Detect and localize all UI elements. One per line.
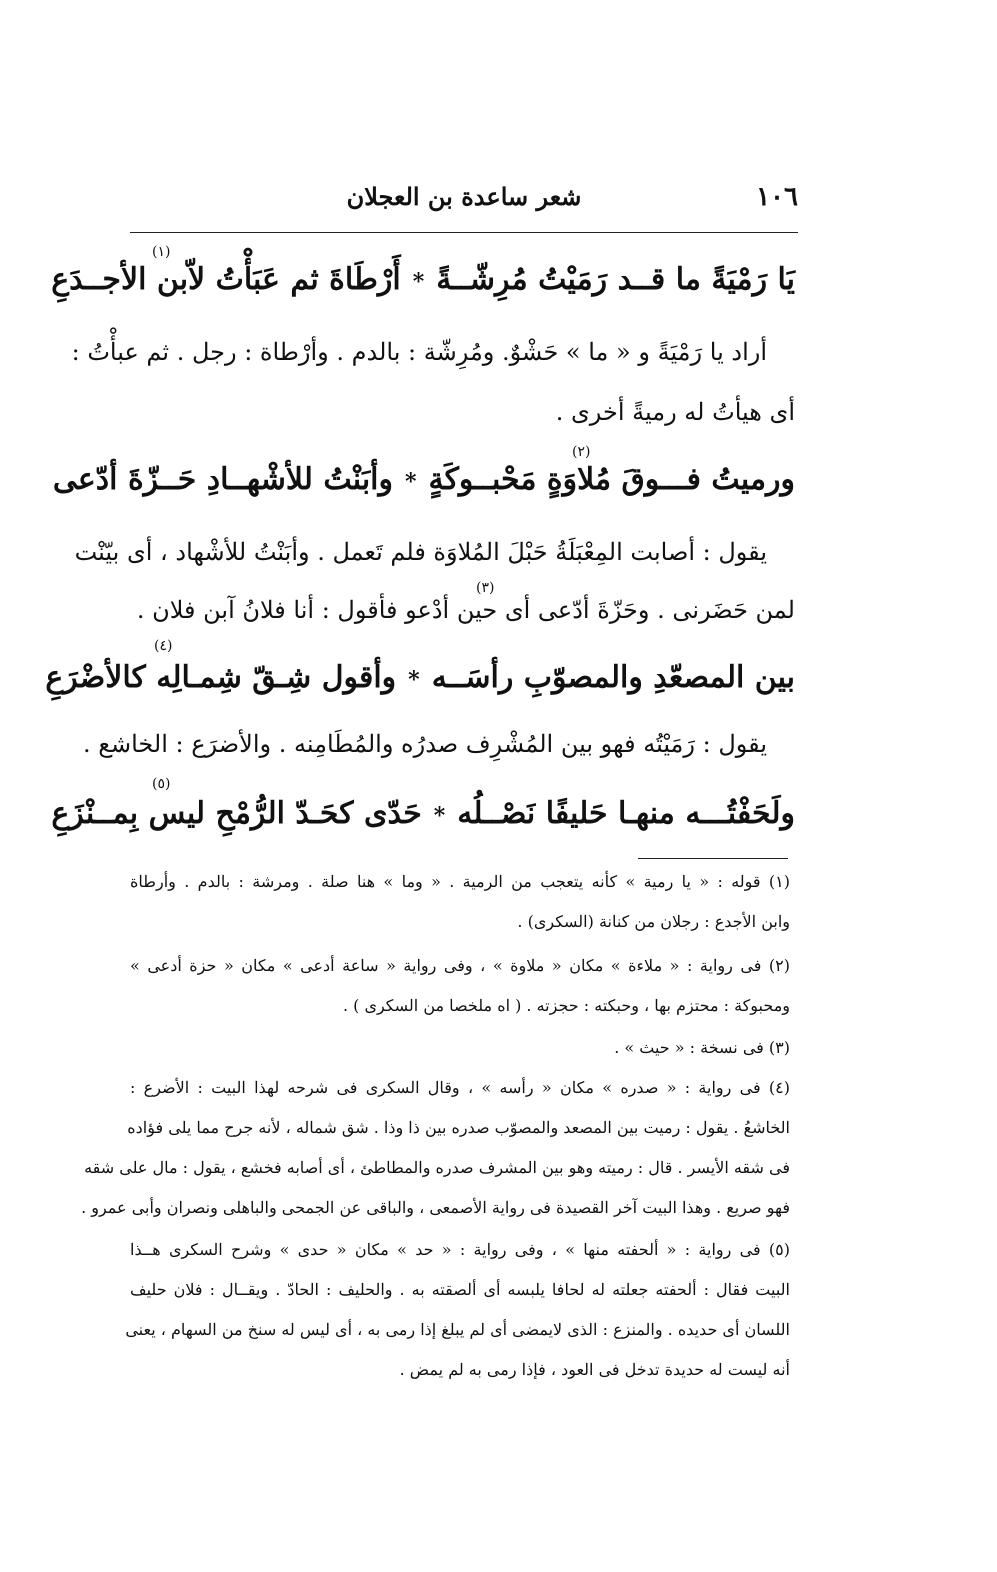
verse1-separator: * [412,269,425,295]
footnote-line: (١) قوله : « يا رمية » كأنه يتعجب من الرمية . « وما » هنا صلة . ومرشة : بالدم . وأرطاة [130,872,790,891]
verse2 [52,462,795,512]
verse1-note-marker: (١) [152,244,171,260]
verse4-hemistich-right: ولَحَفْتُـــه منهـا حَليفًا نَصْــلُه [457,796,795,831]
comment2-line1: يقول : أصابت المِعْبَلَةُ حَبْلَ المُلاوَة فلم تَعمل . وأبَنْتُ للأشْهاد ، أى بيّنْت [74,538,767,566]
verse2-note-marker: (٢) [572,444,591,460]
verse1-hemistich-left: أَرْطَاةَ ثم عَبَأْتُ لاّبن الأجــدَعِ [51,262,401,297]
footnote-line: الخاشعُ . يقول : رميت بين المصعد والمصوّب صدره بين ذا وذا . شق شماله ، لأنه جرح مما يلى فؤاده [127,1118,790,1137]
verse4-hemistich-left: حَدّى كحَـدّ الرُّمْحِ ليس بِمــنْزَعِ [51,796,422,831]
verse2-hemistich-right: ورميتُ فـــوقَ مُلاوَةٍ مَحْبــوكَةٍ [428,462,795,497]
page-header [130,176,798,232]
footnote-line: فهو صريع . وهذا البيت آخر القصيدة فى رواية الأصمعى ، والباقى عن الجمحى والباهلى ونصران وأبى عمرو . [81,1198,790,1217]
page-number: ١٠٦ [756,182,798,212]
verse3-separator: * [408,667,420,693]
verse2-hemistich-left: وأبَنْتُ للأشْهــادِ حَــزّةَ أدّعى [52,462,393,497]
running-title: شعر ساعدة بن العجلان [346,182,582,211]
comment3-line1: يقول : رَمَيْتُه فهو بين المُشْرِف صدرُه والمُطَامِنه . والأضرَع : الخاشع . [82,730,767,758]
verse1 [51,262,795,312]
footnote-line: فى شقه الأيسر . قال : رميته وهو بين المشرف صدره والمطاطئ ، أى أصابه فخشع ، يقول : مال على شقه [84,1158,790,1177]
footnote-line: اللسان أى حديده . والمنزع : الذى لايمضى أى لم يبلغ إذا رمى به ، أى ليس له سنخ من السهام ، يعنى [125,1320,790,1339]
verse4-separator: * [433,803,446,829]
verse3 [45,660,795,710]
footnote-line: أنه ليست له حديدة تدخل فى العود ، فإذا رمى به لم يمض . [399,1360,790,1379]
verse3-note-marker: (٤) [154,638,173,654]
footnote-line: ومحبوكة : محتزم بها ، وحبكته : حجزته . ( اه ملخصا من السكرى ) . [342,996,790,1015]
verse1-hemistich-right: يَا رَمْيَةً ما قــد رَمَيْتُ مُرِشّــةً [436,262,795,297]
footnote-line: (٣) فى نسخة : « حيث » . [614,1038,790,1057]
footnote-line: (٤) فى رواية : « صدره » مكان « رأسه » ، وقال السكرى فى شرحه لهذا البيت : الأضرع : [130,1078,790,1097]
footnote-rule [638,858,788,859]
verse4 [51,796,795,846]
footnote-line: (٥) فى رواية : « ألحفته منها » ، وفى رواية : « حد » مكان « حدى » وشرح السكرى هــذا [130,1240,790,1259]
comment1-line1: أراد يا رَمْيَةً و « ما » حَشْوٌ. ومُرِشّة : بالدم . وأرْطاة : رجل . ثم عبأْتُ : [71,338,767,366]
footnote-line: وابن الأجدع : رجلان من كنانة (السكرى) . [517,912,790,931]
verse4-note-marker: (٥) [152,776,171,792]
verse3-hemistich-right: بين المصعّدِ والمصوّبِ رأسَــه [431,660,795,695]
comment1-line2: أى هيأتُ له رميةً أخرى . [555,398,795,426]
footnote-line: البيت فقال : ألحفته جعلته له لحافا يلبسه أى ألصقته به . والحليف : الحادّ . ويقــال : فلان حليف [130,1280,790,1299]
comment2-note-marker: (٣) [476,580,495,596]
verse2-separator: * [405,469,417,495]
comment2-line2: لمن حَضَرنى . وحَزّةَ أدّعى أى حين أدْعو فأقول : أنا فلانُ آبن فلان . [136,596,795,624]
footnote-line: (٢) فى رواية : « ملاءة » مكان « ملاوة » ، وفى رواية « ساعة أدعى » مكان « حزة أدعى » [130,956,790,975]
verse3-hemistich-left: وأقول شِـقّ شِمـالِه كالأضْرَعِ [45,660,397,695]
header-rule [130,232,798,233]
